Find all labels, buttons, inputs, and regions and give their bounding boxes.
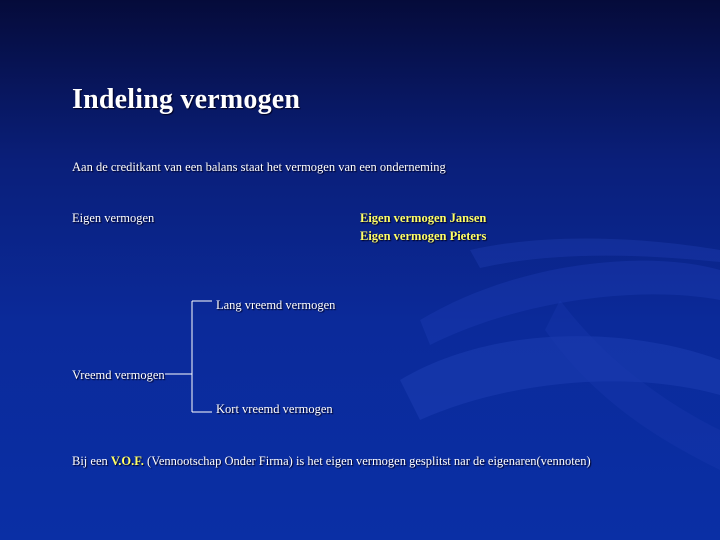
equity-label: Eigen vermogen (72, 211, 155, 225)
footer-prefix: Bij een (72, 454, 111, 468)
equity-partner-pieters: Eigen vermogen Pieters (360, 229, 487, 243)
intro-text: Aan de creditkant van een balans staat het vermogen van een onderneming (72, 160, 446, 174)
equity-partner-jansen: Eigen vermogen Jansen (360, 211, 487, 225)
slide-title: Indeling vermogen (72, 84, 301, 115)
footer-rest: (Vennootschap Onder Firma) is het eigen vermogen gesplitst nar de eigenaren(vennoten) (143, 454, 591, 468)
long-term-debt-label: Lang vreemd vermogen (216, 298, 336, 312)
debt-label: Vreemd vermogen (72, 368, 165, 382)
footer-note (72, 454, 591, 469)
footer-vof-abbr: V.O.F. (110, 454, 144, 468)
short-term-debt-label: Kort vreemd vermogen (216, 402, 333, 416)
